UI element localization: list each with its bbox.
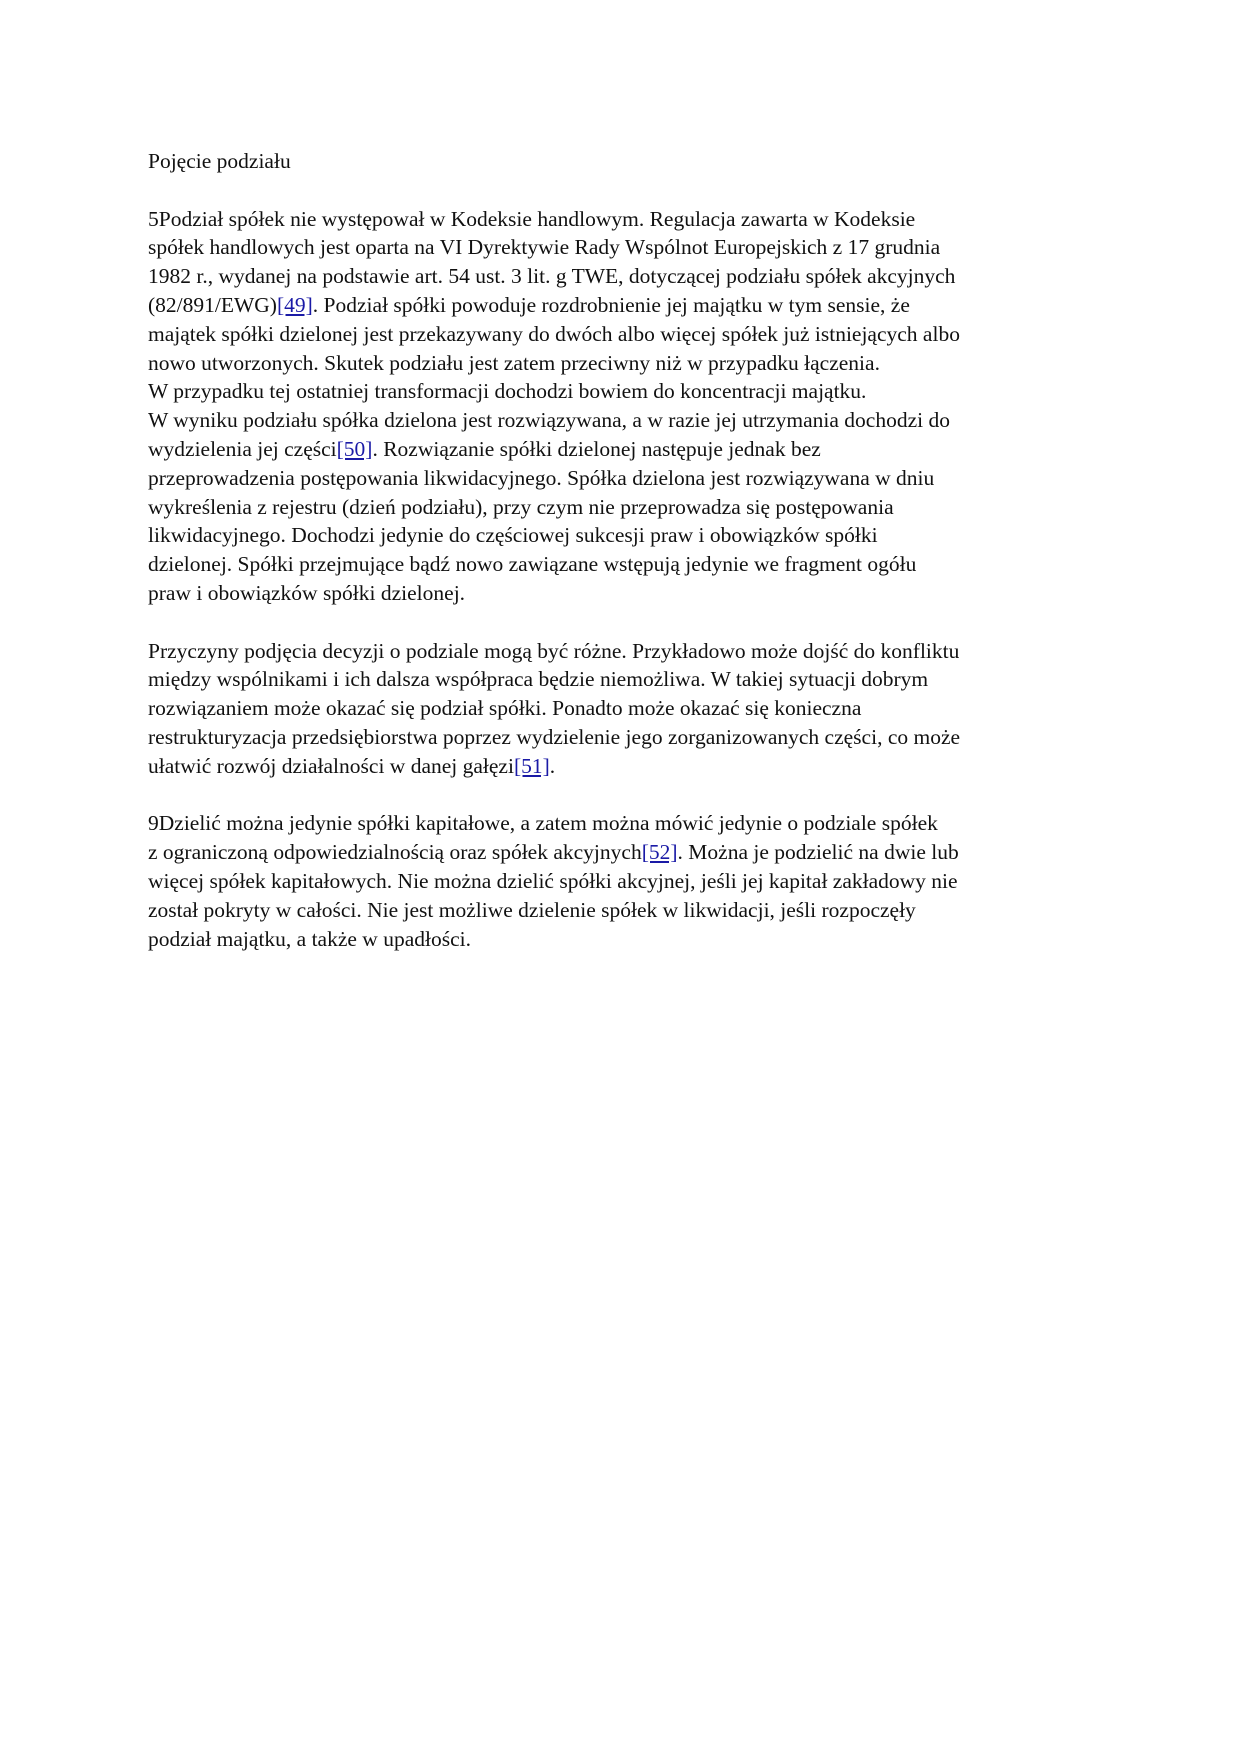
text-line: dzielonej. Spółki przejmujące bądź nowo zawiązane wstępują jedynie we fragment ogółu <box>148 552 917 577</box>
text-line: więcej spółek kapitałowych. Nie można dzielić spółki akcyjnej, jeśli jej kapitał zakładowy nie <box>148 868 958 893</box>
text-fragment: ułatwić rozwój działalności w danej gałęzi <box>148 753 514 778</box>
text-fragment: . <box>549 753 556 778</box>
footnote-link-52[interactable]: [52] <box>641 840 678 865</box>
text-fragment: wydzielenia jej części <box>148 436 337 461</box>
text-line: praw i obowiązków spółki dzielonej. <box>148 580 466 605</box>
footnote-link-50[interactable]: [50] <box>336 436 373 461</box>
footnote-link-51[interactable]: [51] <box>513 753 550 778</box>
document-body <box>148 147 1098 982</box>
text-line: nowo utworzonych. Skutek podziału jest zatem przeciwny niż w przypadku łączenia. <box>148 350 880 375</box>
text-line: 1982 r., wydanej na podstawie art. 54 ust. 3 lit. g TWE, dotyczącej podziału spółek akcyjnych <box>148 264 956 289</box>
text-line: Przyczyny podjęcia decyzji o podziale mogą być różne. Przykładowo może dojść do konfliktu <box>148 638 960 663</box>
text-line: między wspólnikami i ich dalsza współpraca będzie niemożliwa. W takiej sytuacji dobrym <box>148 667 929 692</box>
text-line: 9Dzielić można jedynie spółki kapitałowe, a zatem można mówić jedynie o podziale spółek <box>148 811 938 836</box>
text-line: 5Podział spółek nie występował w Kodeksie handlowym. Regulacja zawarta w Kodeksie <box>148 206 916 231</box>
paragraph-definition <box>148 205 1098 608</box>
text-line: spółek handlowych jest oparta na VI Dyrektywie Rady Wspólnot Europejskich z 17 grudnia <box>148 235 941 260</box>
text-line: podział majątku, a także w upadłości. <box>148 926 471 951</box>
text-line: W przypadku tej ostatniej transformacji dochodzi bowiem do koncentracji majątku. <box>148 379 867 404</box>
text-line: wykreślenia z rejestru (dzień podziału), przy czym nie przeprowadza się postępowania <box>148 494 894 519</box>
paragraph-scope <box>148 809 1098 953</box>
text-line <box>148 838 1098 867</box>
text-line: przeprowadzenia postępowania likwidacyjnego. Spółka dzielona jest rozwiązywana w dniu <box>148 465 935 490</box>
text-line <box>148 291 1098 320</box>
text-fragment: . Rozwiązanie spółki dzielonej następuje jednak bez <box>372 436 821 461</box>
text-line: został pokryty w całości. Nie jest możliwe dzielenie spółek w likwidacji, jeśli rozpoczęły <box>148 897 916 922</box>
footnote-link-49[interactable]: [49] <box>276 292 313 317</box>
text-line: W wyniku podziału spółka dzielona jest rozwiązywana, a w razie jej utrzymania dochodzi do <box>148 408 950 433</box>
document-title: Pojęcie podziału <box>148 149 291 173</box>
paragraph-reasons <box>148 637 1098 781</box>
text-line: likwidacyjnego. Dochodzi jedynie do częściowej sukcesji praw i obowiązków spółki <box>148 523 878 548</box>
text-line: rozwiązaniem może okazać się podział spółki. Ponadto może okazać się konieczna <box>148 696 862 721</box>
text-line <box>148 435 1098 464</box>
text-fragment: (82/891/EWG) <box>148 292 277 317</box>
text-fragment: . Podział spółki powoduje rozdrobnienie jej majątku w tym sensie, że <box>312 292 910 317</box>
text-line <box>148 752 1098 781</box>
text-fragment: z ograniczoną odpowiedzialnością oraz spółek akcyjnych <box>148 840 642 865</box>
text-fragment: . Można je podzielić na dwie lub <box>677 840 959 865</box>
text-line: majątek spółki dzielonej jest przekazywany do dwóch albo więcej spółek już istniejących albo <box>148 321 960 346</box>
text-line: restrukturyzacja przedsiębiorstwa poprzez wydzielenie jego zorganizowanych części, co może <box>148 724 961 749</box>
